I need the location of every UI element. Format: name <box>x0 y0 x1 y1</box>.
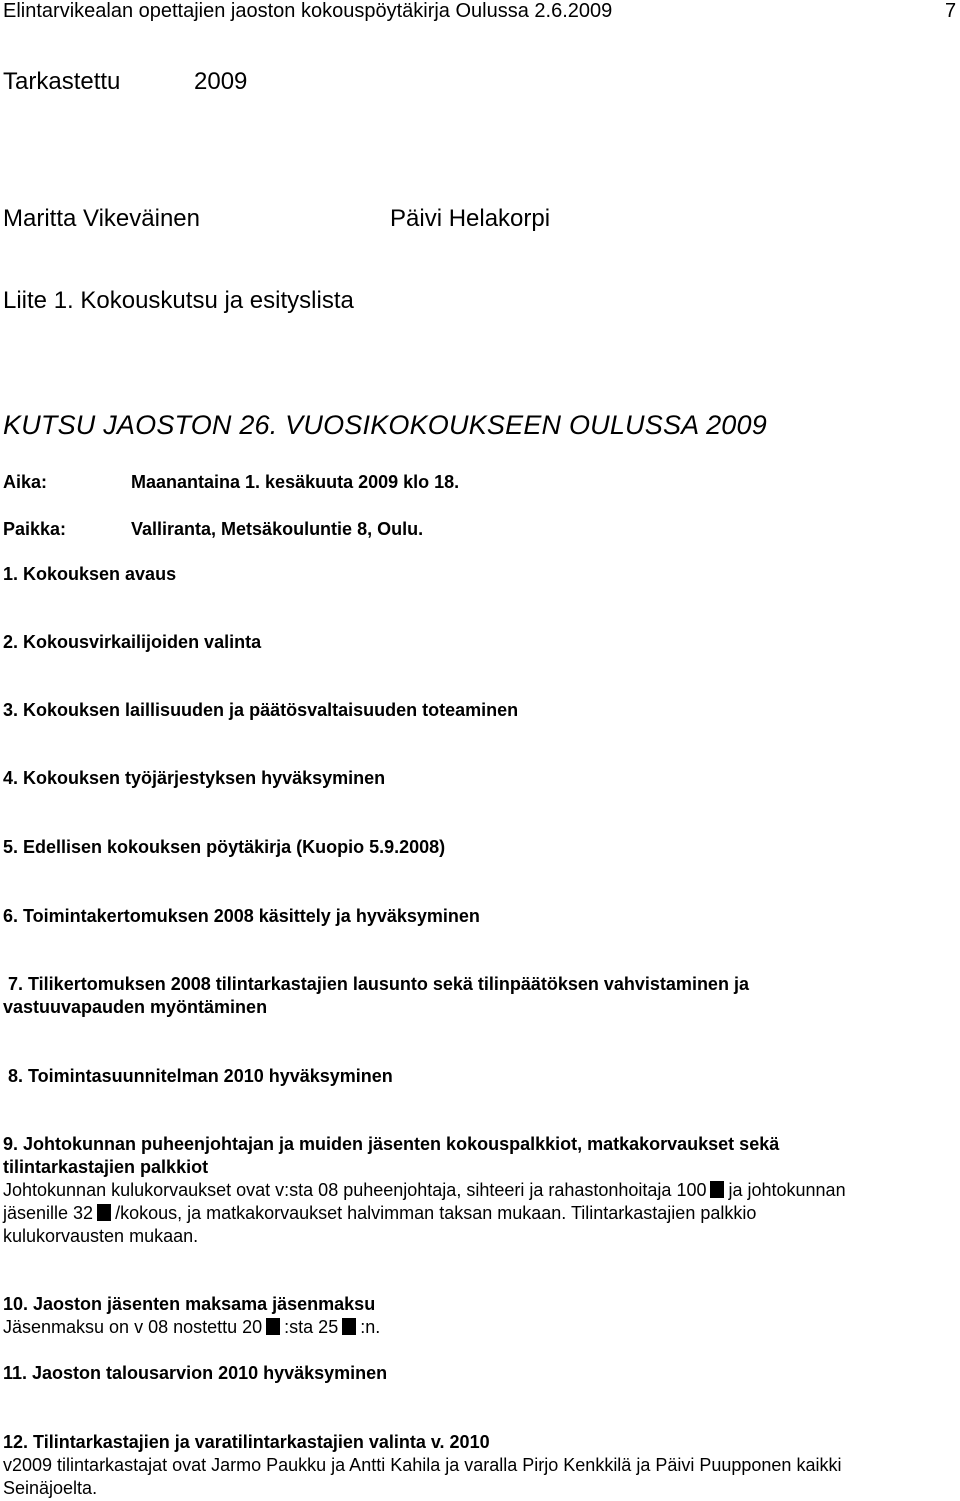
agenda-item-9-line-2: tilintarkastajien palkkiot <box>3 1157 209 1177</box>
euro-glyph-icon <box>266 1318 280 1335</box>
agenda-item-9-body-2b: /kokous, ja matkakorvaukset halvimman taksan mukaan. Tilintarkastajien palkkio <box>115 1203 757 1223</box>
invitation-title: KUTSU JAOSTON 26. VUOSIKOKOUKSEEN OULUSSA 2009 <box>3 410 767 440</box>
agenda-item-1: 1. Kokouksen avaus <box>3 564 177 584</box>
agenda-item-9-body-1a: Johtokunnan kulukorvaukset ovat v:sta 08 puheenjohtaja, sihteeri ja rahastonhoitaja 100 <box>3 1180 707 1200</box>
agenda-item-12: 12. Tilintarkastajien ja varatilintarkastajien valinta v. 2010 <box>3 1432 490 1452</box>
document-header: Elintarvikealan opettajien jaoston kokouspöytäkirja Oulussa 2.6.2009 <box>3 0 613 22</box>
agenda-item-8: 8. Toimintasuunnitelman 2010 hyväksyminen <box>8 1066 393 1086</box>
agenda-item-9-body-line-1 <box>3 1180 846 1201</box>
place-label: Paikka: <box>3 519 67 539</box>
agenda-item-9-body-line-2 <box>3 1203 756 1224</box>
agenda-item-4: 4. Kokouksen työjärjestyksen hyväksyminen <box>3 768 386 788</box>
signatory-1: Maritta Vikeväinen <box>3 205 200 232</box>
agenda-item-3: 3. Kokouksen laillisuuden ja päätösvaltaisuuden toteaminen <box>3 700 519 720</box>
agenda-item-9-line-1: 9. Johtokunnan puheenjohtajan ja muiden jäsenten kokouspalkkiot, matkakorvaukset sekä <box>3 1134 780 1154</box>
agenda-item-11: 11. Jaoston talousarvion 2010 hyväksyminen <box>3 1363 388 1383</box>
agenda-item-2: 2. Kokousvirkailijoiden valinta <box>3 632 262 652</box>
page-number: 7 <box>945 0 957 22</box>
time-value: Maanantaina 1. kesäkuuta 2009 klo 18. <box>131 472 460 492</box>
signatory-2: Päivi Helakorpi <box>390 205 551 232</box>
agenda-item-9-body-1b: ja johtokunnan <box>728 1180 846 1200</box>
agenda-item-7-line-2: vastuuvapauden myöntäminen <box>3 997 268 1017</box>
checked-label: Tarkastettu <box>3 68 121 95</box>
agenda-item-5: 5. Edellisen kokouksen pöytäkirja (Kuopio 5.9.2008) <box>3 837 446 857</box>
agenda-item-6: 6. Toimintakertomuksen 2008 käsittely ja hyväksyminen <box>3 906 480 926</box>
euro-glyph-icon <box>710 1181 724 1198</box>
agenda-item-9-body-line-3: kulukorvausten mukaan. <box>3 1226 199 1246</box>
agenda-item-10: 10. Jaoston jäsenten maksama jäsenmaksu <box>3 1294 376 1314</box>
agenda-item-9-body-2a: jäsenille 32 <box>3 1203 94 1223</box>
agenda-item-7-line-1: 7. Tilikertomuksen 2008 tilintarkastajien lausunto sekä tilinpäätöksen vahvistaminen ja <box>8 974 749 994</box>
time-label: Aika: <box>3 472 48 492</box>
attachment-title: Liite 1. Kokouskutsu ja esityslista <box>3 287 354 314</box>
agenda-item-10-body <box>3 1317 380 1338</box>
agenda-item-10-body-b: :sta 25 <box>284 1317 339 1337</box>
agenda-item-12-body-line-1: v2009 tilintarkastajat ovat Jarmo Paukku ja Antti Kahila ja varalla Pirjo Kenkkilä ja Päivi Puupponen kaikki <box>3 1455 842 1475</box>
agenda-item-12-body-line-2: Seinäjoelta. <box>3 1478 98 1498</box>
agenda-item-10-body-a: Jäsenmaksu on v 08 nostettu 20 <box>3 1317 263 1337</box>
agenda-item-10-body-c: :n. <box>360 1317 381 1337</box>
place-value: Valliranta, Metsäkouluntie 8, Oulu. <box>131 519 424 539</box>
checked-year: 2009 <box>194 68 248 95</box>
euro-glyph-icon <box>97 1204 111 1221</box>
euro-glyph-icon <box>342 1318 356 1335</box>
